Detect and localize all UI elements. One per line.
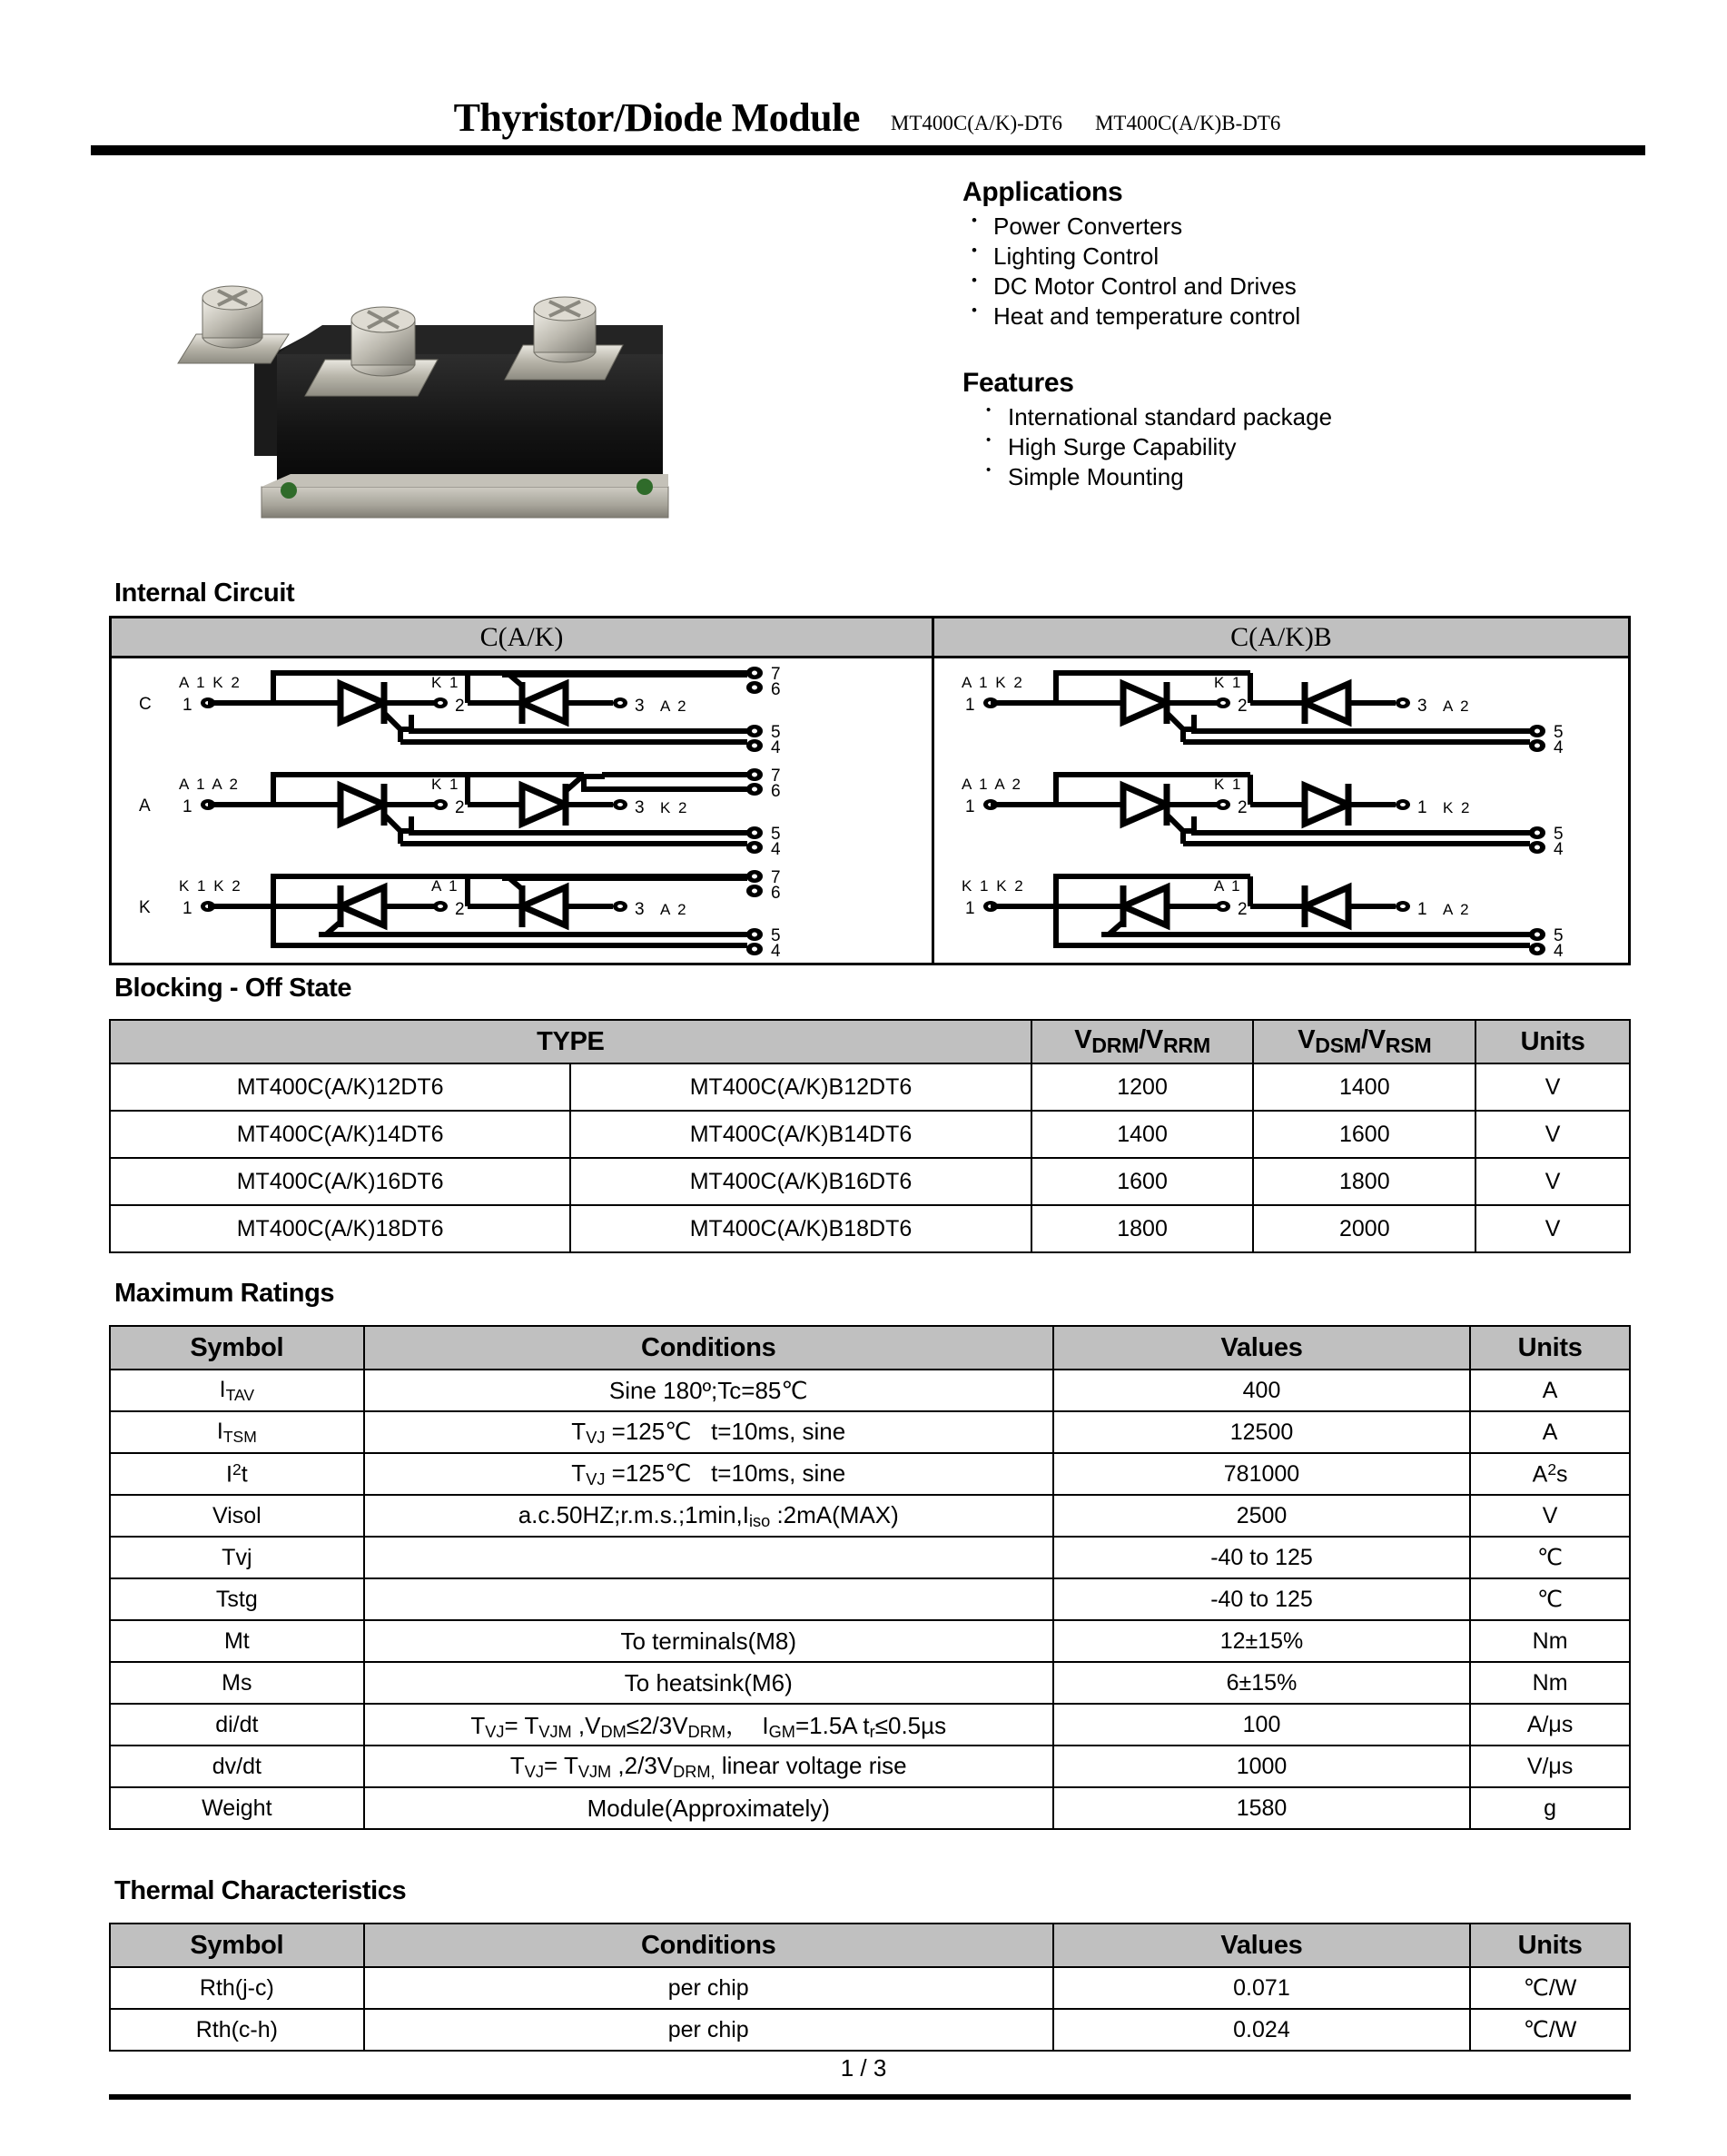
- table-row: [110, 1411, 1630, 1453]
- terminal-label-out: K 2: [1443, 799, 1472, 816]
- cell-conditions: Module(Approximately): [364, 1787, 1053, 1829]
- circuit-variant-title-left: C(A/K): [112, 618, 934, 656]
- cell-vdrm: 1200: [1031, 1063, 1254, 1111]
- cell-type-b: MT400C(A/K)B12DT6: [570, 1063, 1031, 1111]
- gate-label: K 1: [1214, 674, 1243, 691]
- internal-circuit-body: [112, 658, 1628, 963]
- column-header-units: Units: [1470, 1924, 1630, 1967]
- table-row: [110, 1746, 1630, 1787]
- blocking-heading: Blocking - Off State: [114, 974, 352, 1003]
- cell-symbol: Ms: [110, 1662, 364, 1704]
- thermal-characteristics-table: [109, 1923, 1631, 2052]
- circuit-variant-title-right: C(A/K)B: [934, 618, 1628, 656]
- cell-units: V: [1475, 1158, 1630, 1205]
- terminal-label-out: A 2: [660, 697, 688, 715]
- column-header-values: Values: [1053, 1326, 1470, 1370]
- table-header-row: [110, 1326, 1630, 1370]
- cell-value: 781000: [1053, 1453, 1470, 1495]
- cell-units: ℃/W: [1470, 2009, 1630, 2051]
- cell-type-b: MT400C(A/K)B14DT6: [570, 1111, 1031, 1158]
- internal-circuit-header-row: [112, 618, 1628, 658]
- terminal-number-mid: 2: [1238, 900, 1248, 919]
- terminal-number-out: 1: [1417, 900, 1427, 919]
- table-row: [110, 1537, 1630, 1578]
- cell-symbol: Visol: [110, 1495, 364, 1537]
- pin-number: 7: [771, 766, 781, 786]
- terminal-number-out: 3: [635, 697, 645, 716]
- terminal-number-mid: 2: [455, 900, 465, 919]
- cell-symbol: $I_{TAV}$: [110, 1370, 364, 1411]
- part-number-primary: MT400C(A/K)-DT6: [890, 112, 1062, 134]
- document-title: Thyristor/Diode Module: [453, 95, 860, 140]
- cell-conditions: $a.c.50HZ;r.m.s.;1\min,I_{iso}$ :2mA(MAX): [364, 1495, 1053, 1537]
- schematic-row-2: [962, 775, 1564, 859]
- cell-units: V/μs: [1470, 1746, 1630, 1787]
- document-header: [91, 86, 1643, 141]
- pin-number: 4: [1554, 942, 1564, 960]
- cell-units: V: [1475, 1063, 1630, 1111]
- pin-number: 5: [771, 926, 781, 945]
- cell-type-b: MT400C(A/K)B16DT6: [570, 1158, 1031, 1205]
- list-item: • Heat and temperature control: [962, 302, 1598, 331]
- gate-label: K 1: [1214, 776, 1243, 793]
- cell-type-standard: MT400C(A/K)16DT6: [110, 1158, 570, 1205]
- cell-vdsm: 1600: [1253, 1111, 1475, 1158]
- list-item: • DC Motor Control and Drives: [962, 272, 1598, 302]
- cell-units: V: [1470, 1495, 1630, 1537]
- gate-label: K 1: [431, 674, 460, 691]
- list-item: • Simple Mounting: [962, 462, 1598, 492]
- internal-circuit-heading: Internal Circuit: [114, 579, 295, 608]
- circuit-diagram-right: [934, 658, 1628, 963]
- list-item: • Lighting Control: [962, 242, 1598, 272]
- pin-number: 5: [1554, 926, 1564, 945]
- row-label-c: C: [139, 695, 152, 714]
- cell-value: -40 to 125: [1053, 1578, 1470, 1620]
- cell-vdsm: 2000: [1253, 1205, 1475, 1252]
- cell-conditions: To terminals(M8): [364, 1620, 1053, 1662]
- terminal-number-in: 1: [183, 696, 192, 715]
- cell-conditions: To heatsink(M6): [364, 1662, 1053, 1704]
- cell-conditions: [364, 1537, 1053, 1578]
- cell-conditions: [364, 1578, 1053, 1620]
- footer-divider-rule: [109, 2094, 1631, 2100]
- table-row: [110, 1662, 1630, 1704]
- terminal-label-in: A 1 A 2: [962, 776, 1022, 793]
- product-photo: [154, 218, 699, 545]
- terminal-number-in: 1: [965, 797, 975, 816]
- cell-units: ℃: [1470, 1578, 1630, 1620]
- cell-conditions: Sine 180º;Tc=85℃: [364, 1370, 1053, 1411]
- cell-conditions: per chip: [364, 1967, 1053, 2009]
- part-number-secondary: MT400C(A/K)B-DT6: [1094, 112, 1281, 134]
- column-header-conditions: Conditions: [364, 1924, 1053, 1967]
- maximum-ratings-heading: Maximum Ratings: [114, 1279, 335, 1308]
- cell-units: ℃: [1470, 1537, 1630, 1578]
- cell-conditions: $T_{VJ}$ =125℃ t=10ms, sine: [364, 1453, 1053, 1495]
- column-header-type: TYPE: [110, 1020, 1031, 1063]
- cell-value: 1580: [1053, 1787, 1470, 1829]
- pin-number: 6: [771, 680, 781, 699]
- schematic-row-a: [139, 766, 781, 859]
- cell-conditions: per chip: [364, 2009, 1053, 2051]
- cell-value: 0.024: [1053, 2009, 1470, 2051]
- cell-symbol: $I_{TSM}$: [110, 1411, 364, 1453]
- cell-value: 0.071: [1053, 1967, 1470, 2009]
- cell-value: -40 to 125: [1053, 1537, 1470, 1578]
- gate-label: K 1: [431, 776, 460, 793]
- cell-vdrm: 1400: [1031, 1111, 1254, 1158]
- column-header-units: Units: [1470, 1326, 1630, 1370]
- cell-value: 12±15%: [1053, 1620, 1470, 1662]
- cell-symbol: Rth(c-h): [110, 2009, 364, 2051]
- table-row: [110, 2009, 1630, 2051]
- cell-units: A/μs: [1470, 1704, 1630, 1746]
- page-number: 1 / 3: [840, 2054, 887, 2082]
- terminal-number-in: 1: [965, 899, 975, 918]
- pin-number: 5: [1554, 825, 1564, 844]
- pin-number: 6: [771, 884, 781, 903]
- terminal-number-mid: 2: [455, 697, 465, 716]
- gate-label: A 1: [1214, 877, 1242, 895]
- pin-number: 6: [771, 782, 781, 801]
- cell-units: A: [1470, 1370, 1630, 1411]
- schematic-cak: [112, 658, 932, 960]
- row-label-k: K: [139, 898, 151, 917]
- column-header-symbol: Symbol: [110, 1326, 364, 1370]
- cell-units: V: [1475, 1111, 1630, 1158]
- product-photo-illustration: [154, 218, 699, 545]
- terminal-number-mid: 2: [455, 798, 465, 817]
- terminal-number-out: 3: [635, 900, 645, 919]
- cell-units: Nm: [1470, 1620, 1630, 1662]
- cell-value: 2500: [1053, 1495, 1470, 1537]
- cell-units: V: [1475, 1205, 1630, 1252]
- cell-symbol: di/dt: [110, 1704, 364, 1746]
- terminal-label-in: K 1 K 2: [179, 877, 242, 895]
- cell-value: 12500: [1053, 1411, 1470, 1453]
- applications-section: [962, 177, 1598, 331]
- table-row: [110, 1063, 1630, 1111]
- cell-type-standard: MT400C(A/K)18DT6: [110, 1205, 570, 1252]
- cell-type-standard: MT400C(A/K)14DT6: [110, 1111, 570, 1158]
- applications-heading: Applications: [962, 177, 1123, 207]
- list-item: • High Surge Capability: [962, 432, 1598, 462]
- features-heading: Features: [962, 368, 1074, 398]
- cell-vdsm: 1400: [1253, 1063, 1475, 1111]
- terminal-label-out: K 2: [660, 799, 689, 816]
- cell-symbol: Weight: [110, 1787, 364, 1829]
- internal-circuit-box: [109, 616, 1631, 965]
- terminal-number-mid: 2: [1238, 697, 1248, 716]
- terminal-number-in: 1: [183, 899, 192, 918]
- pin-number: 7: [771, 665, 781, 684]
- schematic-row-1: [962, 673, 1564, 757]
- terminal-label-in: A 1 A 2: [179, 776, 240, 793]
- column-header-values: Values: [1053, 1924, 1470, 1967]
- pin-number: 4: [771, 942, 781, 960]
- terminal-number-out: 3: [635, 798, 645, 817]
- maximum-ratings-table: [109, 1325, 1631, 1830]
- gate-label: A 1: [431, 877, 459, 895]
- terminal-label-in: A 1 K 2: [962, 674, 1024, 691]
- table-row: [110, 1967, 1630, 2009]
- features-list: [962, 402, 1598, 492]
- terminal-number-in: 1: [183, 797, 192, 816]
- schematic-row-3: [962, 876, 1564, 960]
- terminal-label-in: K 1 K 2: [962, 877, 1025, 895]
- pin-number: 5: [771, 723, 781, 742]
- terminal-number-mid: 2: [1238, 798, 1248, 817]
- schematic-row-k: [139, 868, 781, 960]
- cell-symbol: Rth(j-c): [110, 1967, 364, 2009]
- cell-vdsm: 1800: [1253, 1158, 1475, 1205]
- column-header-vdrm: $V_{DRM}/V_{RRM}$: [1031, 1020, 1254, 1063]
- cell-value: 1000: [1053, 1746, 1470, 1787]
- header-divider-rule: [91, 145, 1645, 155]
- cell-units: ℃/W: [1470, 1967, 1630, 2009]
- table-row: [110, 1620, 1630, 1662]
- cell-value: 6±15%: [1053, 1662, 1470, 1704]
- list-item: • International standard package: [962, 402, 1598, 432]
- cell-conditions: $T_{VJ}$ =125℃ t=10ms, sine: [364, 1411, 1053, 1453]
- table-header-row: [110, 1020, 1630, 1063]
- cell-vdrm: 1600: [1031, 1158, 1254, 1205]
- cell-symbol: Tvj: [110, 1537, 364, 1578]
- table-row: [110, 1111, 1630, 1158]
- cell-units: Nm: [1470, 1662, 1630, 1704]
- part-number-list: [891, 112, 1281, 141]
- pin-number: 5: [1554, 723, 1564, 742]
- pin-number: 5: [771, 825, 781, 844]
- cell-type-b: MT400C(A/K)B18DT6: [570, 1205, 1031, 1252]
- cell-units: g: [1470, 1787, 1630, 1829]
- column-header-conditions: Conditions: [364, 1326, 1053, 1370]
- schematic-cakb: [934, 658, 1628, 960]
- cell-symbol: Mt: [110, 1620, 364, 1662]
- table-row: [110, 1453, 1630, 1495]
- table-row: [110, 1495, 1630, 1537]
- cell-type-standard: MT400C(A/K)12DT6: [110, 1063, 570, 1111]
- table-row: [110, 1370, 1630, 1411]
- circuit-diagram-left: [112, 658, 934, 963]
- terminal-label-out: A 2: [1443, 697, 1471, 715]
- pin-number: 4: [771, 840, 781, 859]
- table-row: [110, 1205, 1630, 1252]
- row-label-a: A: [139, 796, 151, 816]
- cell-symbol: Tstg: [110, 1578, 364, 1620]
- pin-number: 7: [771, 868, 781, 887]
- schematic-row-c: [139, 665, 781, 757]
- table-row: [110, 1787, 1630, 1829]
- cell-conditions: $T_{VJ}= T_{VJM}$ $,V_{DM}\le 2/3V_{DRM}$， $I_{GM}=1.5A$ $t_r\le 0.5\mu s$: [364, 1704, 1053, 1746]
- pin-number: 4: [771, 738, 781, 757]
- pin-number: 4: [1554, 738, 1564, 757]
- cell-value: 100: [1053, 1704, 1470, 1746]
- table-row: [110, 1158, 1630, 1205]
- pin-number: 4: [1554, 840, 1564, 859]
- list-item: • Power Converters: [962, 212, 1598, 242]
- terminal-number-out: 3: [1417, 697, 1427, 716]
- cell-symbol: $I^2t$: [110, 1453, 364, 1495]
- table-row: [110, 1704, 1630, 1746]
- applications-list: [962, 212, 1598, 331]
- column-header-units: Units: [1475, 1020, 1630, 1063]
- column-header-symbol: Symbol: [110, 1924, 364, 1967]
- cell-value: 400: [1053, 1370, 1470, 1411]
- terminal-number-in: 1: [965, 696, 975, 715]
- cell-units: $A^2s$: [1470, 1453, 1630, 1495]
- cell-units: A: [1470, 1411, 1630, 1453]
- terminal-label-in: A 1 K 2: [179, 674, 242, 691]
- column-header-vdsm: $V_{DSM}/V_{RSM}$: [1253, 1020, 1475, 1063]
- terminal-label-out: A 2: [660, 901, 688, 918]
- terminal-number-out: 1: [1417, 798, 1427, 817]
- table-header-row: [110, 1924, 1630, 1967]
- blocking-off-state-table: [109, 1019, 1631, 1253]
- cell-symbol: dv/dt: [110, 1746, 364, 1787]
- cell-vdrm: 1800: [1031, 1205, 1254, 1252]
- cell-conditions: $T_{VJ}= T_{VJM}$ $,2/3V_{DRM,}$ linear voltage rise: [364, 1746, 1053, 1787]
- table-row: [110, 1578, 1630, 1620]
- terminal-label-out: A 2: [1443, 901, 1471, 918]
- thermal-characteristics-heading: Thermal Characteristics: [114, 1876, 407, 1905]
- features-section: [962, 368, 1598, 492]
